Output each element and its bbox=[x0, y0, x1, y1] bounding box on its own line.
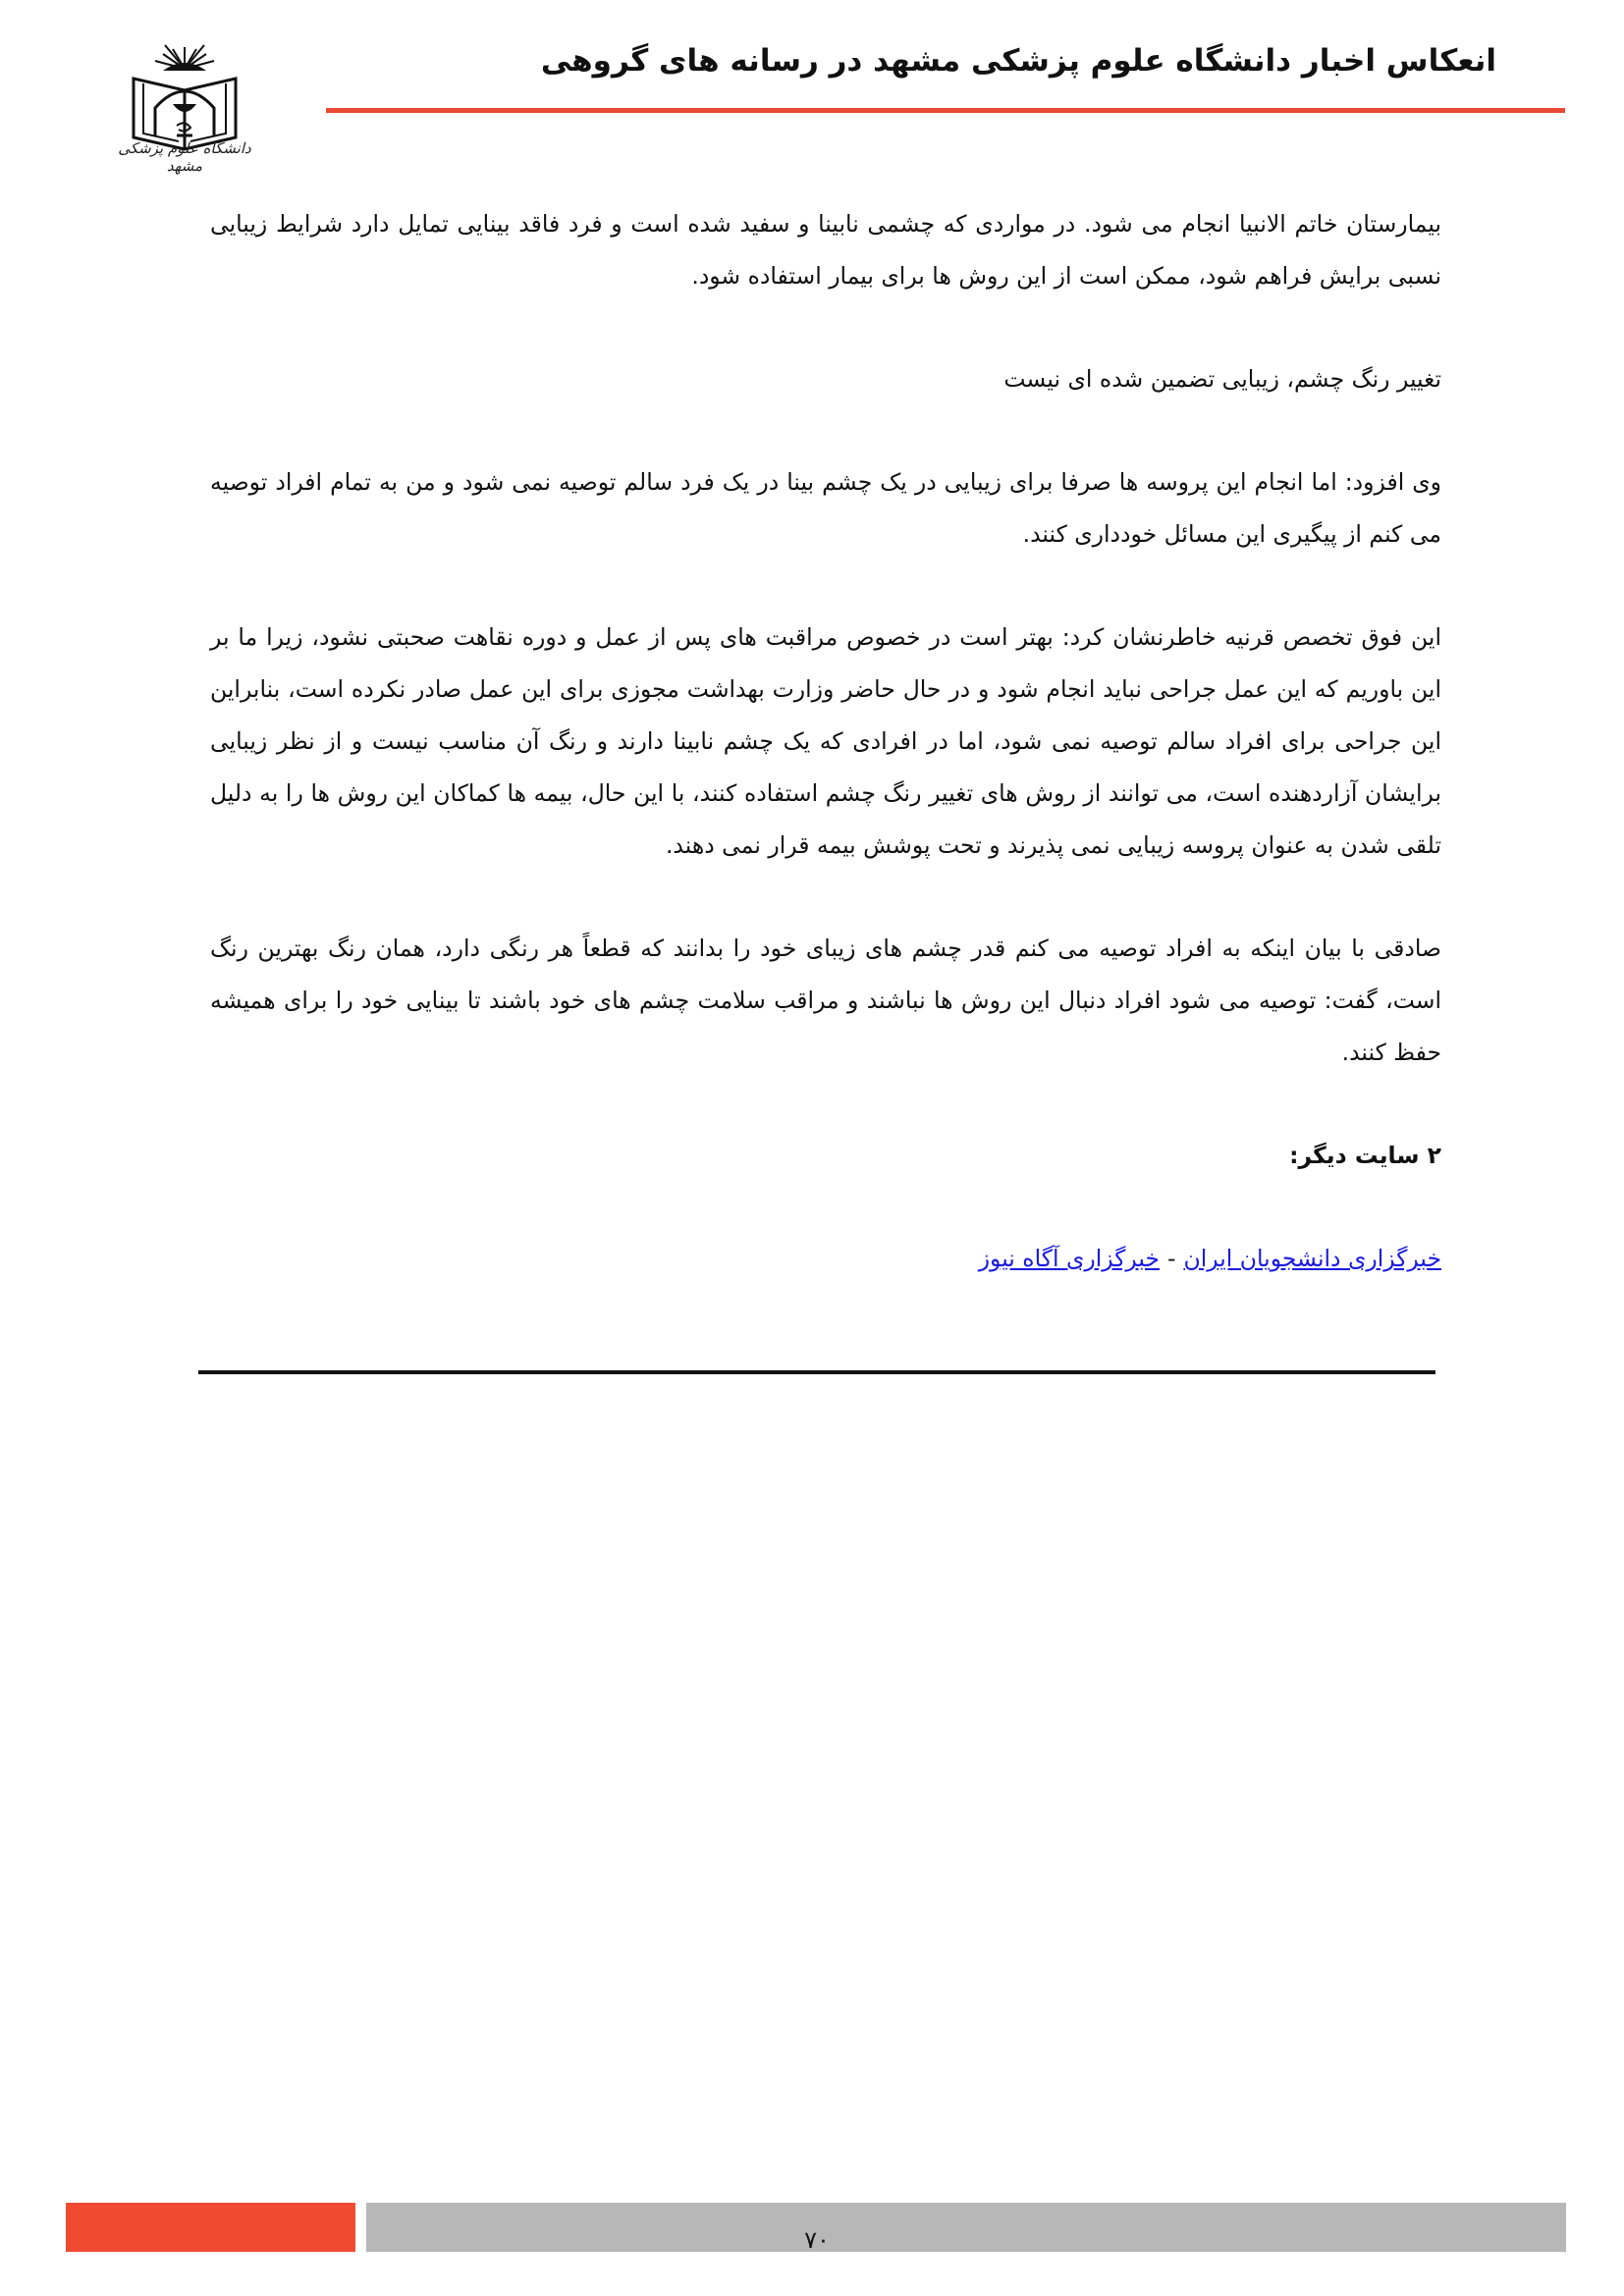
logo-caption: دانشگاه علوم پزشکی مشهد bbox=[118, 139, 251, 175]
source-link-agah-news[interactable]: خبرگزاری آگاه نیوز bbox=[978, 1245, 1160, 1272]
other-sites-label: ۲ سایت دیگر: bbox=[1289, 1142, 1441, 1169]
page-number: ۷۰ bbox=[804, 2226, 830, 2254]
article-body bbox=[210, 198, 1441, 1336]
paragraph: وی افزود: اما انجام این پروسه ها صرفا برای زیبایی در یک چشم بینا در یک فرد سالم توصیه نمی شود و من به تمام افراد توصیه می کنم از پیگیری این مسائل خودداری کنند. bbox=[210, 468, 1441, 548]
paragraph: بیمارستان خاتم الانبیا انجام می شود. در مواردی که چشمی نابینا و سفید شده است و فرد فاقد بینایی تمایل دارد شرایط زیبایی نسبی برایش فراهم شود، ممکن است از این روش ها برای بیمار استفاده شود. bbox=[210, 210, 1441, 290]
source-link-isna[interactable]: خبرگزاری دانشجویان ایران bbox=[1183, 1245, 1441, 1272]
page-header-title: انعکاس اخبار دانشگاه علوم پزشکی مشهد در رسانه های گروهی bbox=[540, 43, 1496, 79]
subheading: تغییر رنگ چشم، زیبایی تضمین شده ای نیست bbox=[1003, 365, 1441, 393]
link-separator: - bbox=[1166, 1245, 1176, 1272]
footer-gray-bar bbox=[366, 2203, 1566, 2252]
footer-red-bar bbox=[66, 2203, 355, 2252]
paragraph: صادقی با بیان اینکه به افراد توصیه می کنم قدر چشم های زیبای خود را بدانند که قطعاً هر رنگی دارد، همان رنگ بهترین رنگ است، گفت: توصیه می شود افراد دنبال این روش ها نباشند و مراقب سلامت چشم های خود باشند تا بینایی خود را برای همیشه حفظ کنند. bbox=[210, 934, 1441, 1066]
source-links bbox=[210, 1233, 1441, 1285]
paragraph: این فوق تخصص قرنیه خاطرنشان کرد: بهتر است در خصوص مراقبت های پس از عمل و دوره نقاهت صحبتی نشود، زیرا ما بر این باوریم که این عمل جراحی نباید انجام شود و در حال حاضر وزارت بهداشت مجوزی برای این عمل صادر نکرده است، بنابراین این جراحی برای افراد سالم توصیه نمی شود، اما در افرادی که یک چشم نابینا دارند و رنگ آن مناسب نیست و از نظر زیبایی برایشان آزاردهنده است، می توانند از روش های تغییر رنگ چشم استفاده کنند، با این حال، بیمه ها کماکان این روش ها را به دلیل تلقی شدن به عنوان پروسه زیبایی نمی پذیرند و تحت پوشش بیمه قرار نمی دهند. bbox=[210, 623, 1441, 859]
article-end-rule bbox=[198, 1370, 1435, 1374]
header-rule bbox=[326, 108, 1565, 113]
